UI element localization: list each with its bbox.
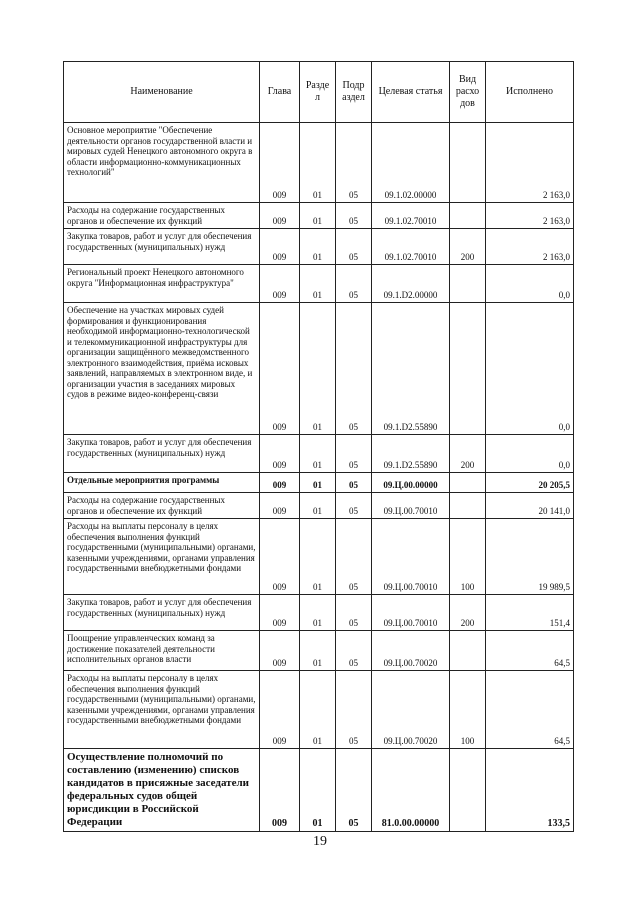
- row-razdel: 01: [300, 203, 336, 229]
- row-podrazdel: 05: [336, 595, 372, 631]
- row-ispolneno: 20 141,0: [486, 493, 574, 519]
- row-statya: 09.1.D2.55890: [372, 303, 450, 435]
- row-name: Расходы на выплаты персоналу в целях обеспечения выполнения функций государственными (муниципальными) органами, казенными учреждениями, органами управления государственными внебюджетными фондами: [64, 671, 260, 749]
- row-vid: 200: [450, 229, 486, 265]
- row-glava: 009: [260, 435, 300, 473]
- row-razdel: 01: [300, 493, 336, 519]
- row-podrazdel: 05: [336, 749, 372, 832]
- row-glava: 009: [260, 749, 300, 832]
- row-glava: 009: [260, 595, 300, 631]
- row-vid: [450, 473, 486, 493]
- row-ispolneno: 20 205,5: [486, 473, 574, 493]
- row-name: Расходы на содержание государственных органов и обеспечение их функций: [64, 493, 260, 519]
- header-name: Наименование: [64, 62, 260, 123]
- row-statya: 09.Ц.00.70010: [372, 595, 450, 631]
- row-statya: 09.Ц.00.70010: [372, 519, 450, 595]
- row-razdel: 01: [300, 303, 336, 435]
- row-podrazdel: 05: [336, 631, 372, 671]
- row-name: Отдельные мероприятия программы: [64, 473, 260, 493]
- header-glava: Глава: [260, 62, 300, 123]
- header-podrazdel: Подр аздел: [336, 62, 372, 123]
- row-vid: [450, 203, 486, 229]
- row-glava: 009: [260, 303, 300, 435]
- budget-table: [63, 61, 574, 832]
- row-ispolneno: 0,0: [486, 435, 574, 473]
- page-number: 19: [313, 834, 327, 849]
- row-glava: 009: [260, 123, 300, 203]
- table-row: [64, 671, 574, 749]
- table-row: [64, 473, 574, 493]
- row-glava: 009: [260, 631, 300, 671]
- row-vid: [450, 493, 486, 519]
- row-podrazdel: 05: [336, 493, 372, 519]
- row-statya: 09.Ц.00.70020: [372, 671, 450, 749]
- header-statya: Целевая статья: [372, 62, 450, 123]
- row-razdel: 01: [300, 435, 336, 473]
- row-ispolneno: 133,5: [486, 749, 574, 832]
- row-glava: 009: [260, 493, 300, 519]
- row-name: Закупка товаров, работ и услуг для обеспечения государственных (муниципальных) нужд: [64, 229, 260, 265]
- row-glava: 009: [260, 229, 300, 265]
- table-row: [64, 493, 574, 519]
- row-vid: [450, 123, 486, 203]
- row-vid: [450, 749, 486, 832]
- row-ispolneno: 2 163,0: [486, 203, 574, 229]
- row-podrazdel: 05: [336, 229, 372, 265]
- table-row: [64, 203, 574, 229]
- row-name: Региональный проект Ненецкого автономного округа "Информационная инфраструктура": [64, 265, 260, 303]
- table-row: [64, 749, 574, 832]
- row-statya: 09.1.02.00000: [372, 123, 450, 203]
- row-name: Поощрение управленческих команд за достижение показателей деятельности исполнительных органов власти: [64, 631, 260, 671]
- row-glava: 009: [260, 265, 300, 303]
- row-ispolneno: 19 989,5: [486, 519, 574, 595]
- row-razdel: 01: [300, 595, 336, 631]
- row-ispolneno: 151,4: [486, 595, 574, 631]
- table-row: [64, 631, 574, 671]
- table-row: [64, 265, 574, 303]
- row-glava: 009: [260, 473, 300, 493]
- row-glava: 009: [260, 519, 300, 595]
- row-vid: [450, 303, 486, 435]
- table-row: [64, 519, 574, 595]
- row-razdel: 01: [300, 749, 336, 832]
- row-razdel: 01: [300, 123, 336, 203]
- row-vid: [450, 631, 486, 671]
- row-podrazdel: 05: [336, 519, 372, 595]
- row-ispolneno: 64,5: [486, 671, 574, 749]
- row-name: Основное мероприятие "Обеспечение деятельности органов государственной власти и мировых судей Ненецкого автономного округа в области информационно-коммуникационных технологий": [64, 123, 260, 203]
- row-name: Расходы на содержание государственных органов и обеспечение их функций: [64, 203, 260, 229]
- row-ispolneno: 0,0: [486, 303, 574, 435]
- row-podrazdel: 05: [336, 303, 372, 435]
- row-podrazdel: 05: [336, 435, 372, 473]
- row-glava: 009: [260, 203, 300, 229]
- row-statya: 09.1.02.70010: [372, 203, 450, 229]
- row-name: Осуществление полномочий по составлению (изменению) списков кандидатов в присяжные заседатели федеральных судов общей юрисдикции в Российской Федерации: [64, 749, 260, 832]
- row-podrazdel: 05: [336, 123, 372, 203]
- row-razdel: 01: [300, 473, 336, 493]
- row-podrazdel: 05: [336, 265, 372, 303]
- row-podrazdel: 05: [336, 203, 372, 229]
- row-razdel: 01: [300, 671, 336, 749]
- row-statya: 81.0.00.00000: [372, 749, 450, 832]
- row-name: Обеспечение на участках мировых судей формирования и функционирования необходимой информационно-технологической и телекоммуникационной инфраструктуры для организации защищённого межведомственного электронного взаимодействия, приёма исковых заявлений, направляемых в электронном виде, и организации участия в заседаниях мировых судов в режиме видео-конференц-связи: [64, 303, 260, 435]
- row-razdel: 01: [300, 265, 336, 303]
- row-name: Закупка товаров, работ и услуг для обеспечения государственных (муниципальных) нужд: [64, 435, 260, 473]
- row-name: Закупка товаров, работ и услуг для обеспечения государственных (муниципальных) нужд: [64, 595, 260, 631]
- row-vid: 200: [450, 435, 486, 473]
- table-row: [64, 435, 574, 473]
- row-razdel: 01: [300, 229, 336, 265]
- row-ispolneno: 2 163,0: [486, 229, 574, 265]
- row-razdel: 01: [300, 519, 336, 595]
- table-row: [64, 123, 574, 203]
- table-row: [64, 595, 574, 631]
- row-statya: 09.1.02.70010: [372, 229, 450, 265]
- row-statya: 09.Ц.00.70010: [372, 493, 450, 519]
- row-ispolneno: 64,5: [486, 631, 574, 671]
- row-podrazdel: 05: [336, 473, 372, 493]
- header-ispolneno: Исполнено: [486, 62, 574, 123]
- table-row: [64, 229, 574, 265]
- row-podrazdel: 05: [336, 671, 372, 749]
- row-statya: 09.Ц.00.70020: [372, 631, 450, 671]
- row-vid: [450, 265, 486, 303]
- row-glava: 009: [260, 671, 300, 749]
- row-vid: 100: [450, 519, 486, 595]
- header-razdel: Разде л: [300, 62, 336, 123]
- row-statya: 09.1.D2.55890: [372, 435, 450, 473]
- row-ispolneno: 0,0: [486, 265, 574, 303]
- row-name: Расходы на выплаты персоналу в целях обеспечения выполнения функций государственными (муниципальными) органами, казенными учреждениями, органами управления государственными внебюджетными фондами: [64, 519, 260, 595]
- header-vid: Вид расхо дов: [450, 62, 486, 123]
- row-statya: 09.1.D2.00000: [372, 265, 450, 303]
- table-row: [64, 303, 574, 435]
- row-ispolneno: 2 163,0: [486, 123, 574, 203]
- row-vid: 200: [450, 595, 486, 631]
- row-vid: 100: [450, 671, 486, 749]
- row-razdel: 01: [300, 631, 336, 671]
- row-statya: 09.Ц.00.00000: [372, 473, 450, 493]
- table-header-row: [64, 62, 574, 123]
